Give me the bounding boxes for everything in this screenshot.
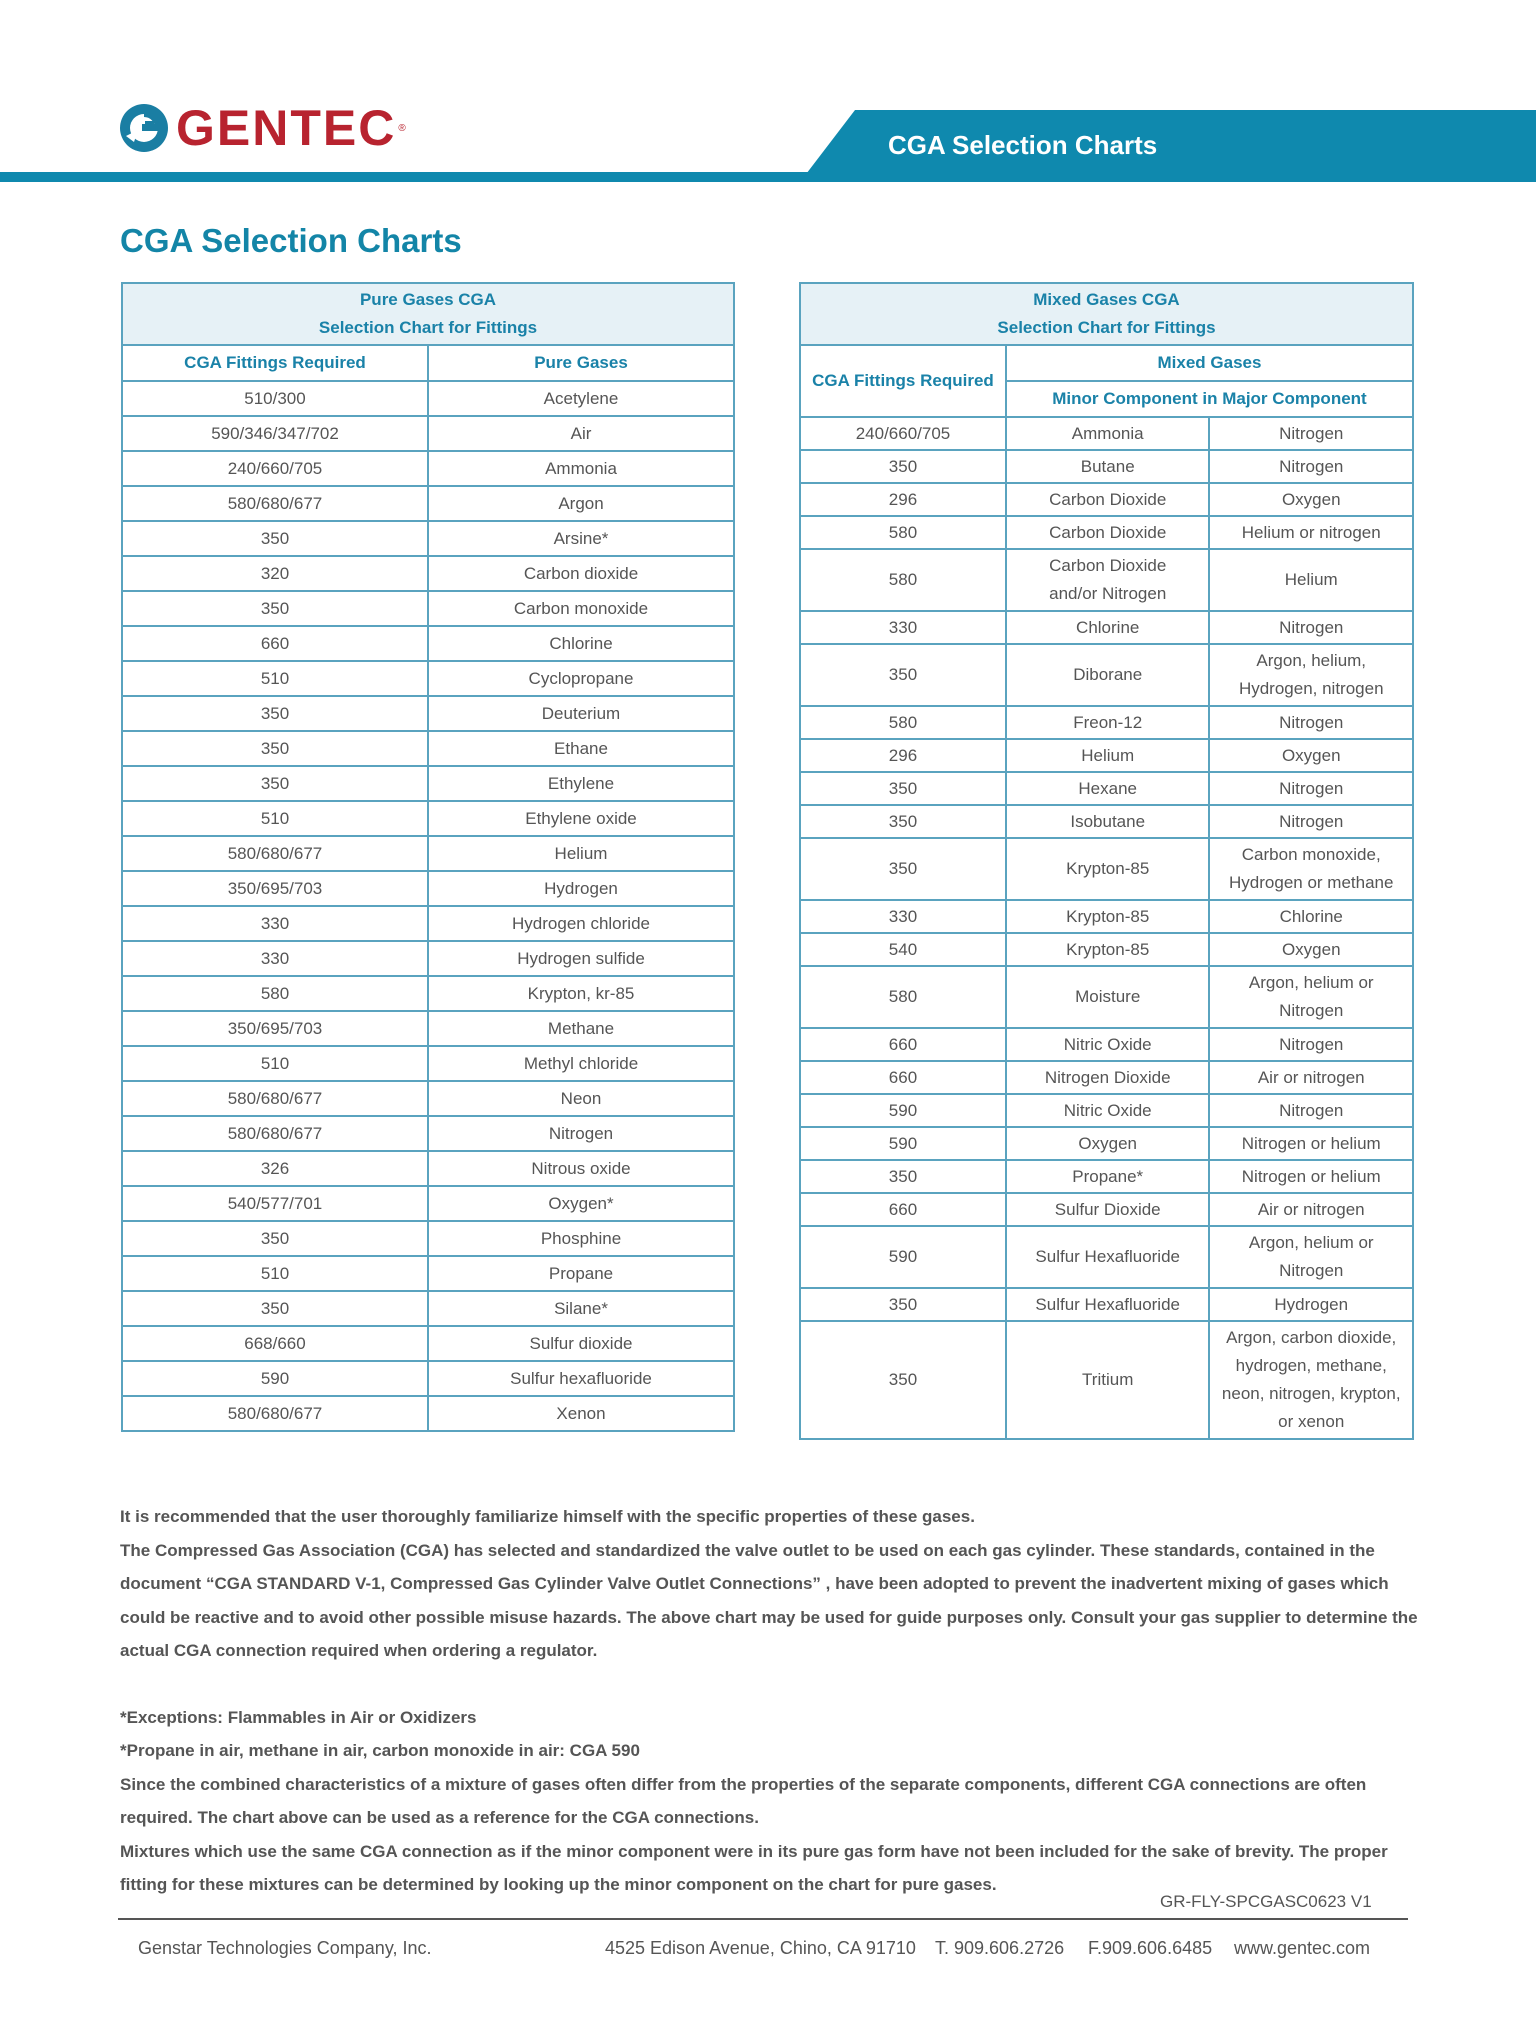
minor-component-cell: Sulfur Hexafluoride (1006, 1288, 1210, 1321)
table-row (800, 1160, 1413, 1193)
pure-gas-cell: Propane (428, 1256, 734, 1291)
minor-component-cell: Nitrogen Dioxide (1006, 1061, 1210, 1094)
table-row (800, 1028, 1413, 1061)
header-band (0, 0, 1536, 190)
pure-gas-cell: Hydrogen sulfide (428, 941, 734, 976)
cga-fitting-cell: 350 (800, 1160, 1006, 1193)
table-row (122, 661, 734, 696)
major-component-cell: Nitrogen (1209, 450, 1413, 483)
pure-gas-cell: Carbon monoxide (428, 591, 734, 626)
page-title: CGA Selection Charts (120, 222, 462, 259)
note-p5: Since the combined characteristics of a mixture of gases often differ from the properties of the separate components, different CGA connections are often required. The chart above can be used as a reference for the CGA connections. (120, 1774, 1367, 1827)
table-row (122, 416, 734, 451)
table-row (800, 1226, 1413, 1288)
table-row (800, 450, 1413, 483)
table-row (122, 976, 734, 1011)
mixed-col-mixed: Mixed Gases (1006, 345, 1413, 381)
mixed-caption-line2: Selection Chart for Fittings (997, 318, 1216, 337)
pure-gas-cell: Krypton, kr-85 (428, 976, 734, 1011)
table-row (122, 1046, 734, 1081)
note-p6: Mixtures which use the same CGA connection as if the minor component were in its pure gas form have not been included for the sake of brevity. The proper fitting for these mixtures can be determined by looking up the minor component on the chart for pure gases. (120, 1841, 1388, 1894)
minor-component-cell: Sulfur Dioxide (1006, 1193, 1210, 1226)
table-row (122, 941, 734, 976)
document-id: GR-FLY-SPCGASC0623 V1 (1160, 1892, 1372, 1911)
major-component-cell: Argon, carbon dioxide, hydrogen, methane, neon, nitrogen, krypton, or xenon (1209, 1321, 1413, 1439)
table-row (800, 1094, 1413, 1127)
table-row (122, 766, 734, 801)
cga-fitting-cell: 350 (122, 1221, 428, 1256)
minor-component-cell: Ammonia (1006, 417, 1210, 450)
major-component-cell: Carbon monoxide, Hydrogen or methane (1209, 838, 1413, 900)
pure-gas-cell: Nitrous oxide (428, 1151, 734, 1186)
table-row (800, 706, 1413, 739)
cga-fitting-cell: 580/680/677 (122, 1396, 428, 1431)
table-row (122, 1291, 734, 1326)
minor-component-cell: Propane* (1006, 1160, 1210, 1193)
table-row (800, 417, 1413, 450)
pure-gas-cell: Cyclopropane (428, 661, 734, 696)
cga-fitting-cell: 590 (800, 1127, 1006, 1160)
pure-table-body (122, 381, 734, 1431)
cga-fitting-cell: 590/346/347/702 (122, 416, 428, 451)
table-row (800, 1288, 1413, 1321)
minor-component-cell: Carbon Dioxide (1006, 483, 1210, 516)
pure-gas-cell: Oxygen* (428, 1186, 734, 1221)
mixed-caption-line1: Mixed Gases CGA (1033, 290, 1180, 309)
minor-component-cell: Freon-12 (1006, 706, 1210, 739)
minor-component-cell: Nitric Oxide (1006, 1094, 1210, 1127)
table-row (122, 626, 734, 661)
table-row (122, 1256, 734, 1291)
major-component-cell: Hydrogen (1209, 1288, 1413, 1321)
pure-gas-cell: Helium (428, 836, 734, 871)
footer-company: Genstar Technologies Company, Inc. (138, 1938, 432, 1958)
table-row (122, 1186, 734, 1221)
cga-fitting-cell: 580 (800, 516, 1006, 549)
cga-fitting-cell: 660 (800, 1028, 1006, 1061)
table-row (800, 644, 1413, 706)
cga-fitting-cell: 350 (122, 521, 428, 556)
table-row (122, 1011, 734, 1046)
minor-component-cell: Krypton-85 (1006, 900, 1210, 933)
table-row (800, 549, 1413, 611)
cga-fitting-cell: 510 (122, 1256, 428, 1291)
pure-gas-cell: Methyl chloride (428, 1046, 734, 1081)
major-component-cell: Air or nitrogen (1209, 1061, 1413, 1094)
pure-table-caption (122, 283, 734, 345)
minor-component-cell: Carbon Dioxide and/or Nitrogen (1006, 549, 1210, 611)
cga-fitting-cell: 320 (122, 556, 428, 591)
minor-component-cell: Tritium (1006, 1321, 1210, 1439)
pure-gas-cell: Argon (428, 486, 734, 521)
pure-gas-cell: Ammonia (428, 451, 734, 486)
table-row (800, 611, 1413, 644)
minor-component-cell: Moisture (1006, 966, 1210, 1028)
cga-fitting-cell: 296 (800, 739, 1006, 772)
major-component-cell: Nitrogen (1209, 805, 1413, 838)
table-row (122, 1326, 734, 1361)
cga-fitting-cell: 660 (800, 1061, 1006, 1094)
table-row (122, 381, 734, 416)
cga-fitting-cell: 510/300 (122, 381, 428, 416)
notes (120, 1500, 1420, 1902)
table-row (800, 1127, 1413, 1160)
pure-col-fittings: CGA Fittings Required (122, 345, 428, 381)
table-row (122, 556, 734, 591)
table-row (800, 805, 1413, 838)
mixed-table-caption (800, 283, 1413, 345)
cga-fitting-cell: 590 (122, 1361, 428, 1396)
table-row (800, 1193, 1413, 1226)
cga-fitting-cell: 540/577/701 (122, 1186, 428, 1221)
minor-component-cell: Oxygen (1006, 1127, 1210, 1160)
footer-rule (118, 1918, 1408, 1920)
header (0, 0, 1536, 190)
footer-address: 4525 Edison Avenue, Chino, CA 91710 (605, 1938, 916, 1958)
major-component-cell: Argon, helium or Nitrogen (1209, 966, 1413, 1028)
mixed-col-fittings: CGA Fittings Required (800, 345, 1006, 417)
table-row (122, 906, 734, 941)
cga-fitting-cell: 668/660 (122, 1326, 428, 1361)
major-component-cell: Nitrogen (1209, 1028, 1413, 1061)
cga-fitting-cell: 350 (122, 731, 428, 766)
cga-fitting-cell: 350 (800, 805, 1006, 838)
cga-fitting-cell: 580 (800, 549, 1006, 611)
table-row (122, 521, 734, 556)
major-component-cell: Helium or nitrogen (1209, 516, 1413, 549)
cga-fitting-cell: 326 (122, 1151, 428, 1186)
table-row (800, 966, 1413, 1028)
major-component-cell: Argon, helium, Hydrogen, nitrogen (1209, 644, 1413, 706)
cga-fitting-cell: 330 (122, 941, 428, 976)
table-row (122, 1361, 734, 1396)
pure-gas-cell: Ethylene oxide (428, 801, 734, 836)
footer-phone: T. 909.606.2726 (935, 1938, 1065, 1958)
pure-gas-cell: Air (428, 416, 734, 451)
cga-fitting-cell: 330 (800, 611, 1006, 644)
table-row (122, 696, 734, 731)
major-component-cell: Nitrogen or helium (1209, 1160, 1413, 1193)
cga-fitting-cell: 330 (122, 906, 428, 941)
pure-gas-cell: Carbon dioxide (428, 556, 734, 591)
pure-gases-table (121, 282, 735, 1432)
table-row (122, 1396, 734, 1431)
table-row (122, 1081, 734, 1116)
note-p2: The Compressed Gas Association (CGA) has selected and standardized the valve outlet to be used on each gas cylinder. These standards, contained in the document “CGA STANDARD V-1, Compressed Gas Cylinder Valve Outlet Connections” , have been adopted to prevent the inadvertent mixing of gases which could be reactive and to avoid other possible misuse hazards. The above chart may be used for guide purposes only. Consult your gas supplier to determine the actual CGA connection required when ordering a regulator. (120, 1540, 1418, 1660)
major-component-cell: Nitrogen (1209, 417, 1413, 450)
cga-fitting-cell: 350 (122, 1291, 428, 1326)
major-component-cell: Oxygen (1209, 933, 1413, 966)
table-row (122, 871, 734, 906)
footer-fax: F.909.606.6485 (1088, 1938, 1213, 1958)
mixed-table-body (800, 417, 1413, 1439)
minor-component-cell: Helium (1006, 739, 1210, 772)
table-row (800, 483, 1413, 516)
cga-fitting-cell: 540 (800, 933, 1006, 966)
table-row (800, 900, 1413, 933)
cga-fitting-cell: 330 (800, 900, 1006, 933)
major-component-cell: Nitrogen (1209, 706, 1413, 739)
table-row (800, 1061, 1413, 1094)
pure-gas-cell: Acetylene (428, 381, 734, 416)
minor-component-cell: Sulfur Hexafluoride (1006, 1226, 1210, 1288)
table-row (122, 591, 734, 626)
note-p1: It is recommended that the user thoroughly familiarize himself with the specific properties of these gases. (120, 1507, 975, 1526)
minor-component-cell: Krypton-85 (1006, 933, 1210, 966)
cga-fitting-cell: 240/660/705 (122, 451, 428, 486)
header-band-title: CGA Selection Charts (888, 130, 1158, 160)
pure-gas-cell: Ethylene (428, 766, 734, 801)
major-component-cell: Nitrogen (1209, 611, 1413, 644)
cga-fitting-cell: 580/680/677 (122, 1116, 428, 1151)
table-row (800, 838, 1413, 900)
table-row (122, 836, 734, 871)
minor-component-cell: Chlorine (1006, 611, 1210, 644)
cga-fitting-cell: 580/680/677 (122, 486, 428, 521)
cga-fitting-cell: 240/660/705 (800, 417, 1006, 450)
table-row (122, 801, 734, 836)
pure-gas-cell: Sulfur hexafluoride (428, 1361, 734, 1396)
pure-gas-cell: Methane (428, 1011, 734, 1046)
table-row (122, 1151, 734, 1186)
cga-fitting-cell: 350 (800, 1321, 1006, 1439)
pure-gas-cell: Sulfur dioxide (428, 1326, 734, 1361)
pure-caption-line2: Selection Chart for Fittings (318, 318, 538, 337)
major-component-cell: Nitrogen (1209, 1094, 1413, 1127)
pure-gas-cell: Chlorine (428, 626, 734, 661)
cga-fitting-cell: 590 (800, 1094, 1006, 1127)
cga-fitting-cell: 510 (122, 801, 428, 836)
pure-gas-cell: Ethane (428, 731, 734, 766)
minor-component-cell: Isobutane (1006, 805, 1210, 838)
pure-gas-cell: Neon (428, 1081, 734, 1116)
cga-fitting-cell: 580/680/677 (122, 836, 428, 871)
cga-fitting-cell: 350 (122, 766, 428, 801)
cga-fitting-cell: 350/695/703 (122, 1011, 428, 1046)
pure-caption-line1: Pure Gases CGA (359, 290, 497, 309)
table-row (122, 731, 734, 766)
pure-gas-cell: Silane* (428, 1291, 734, 1326)
pure-col-gases: Pure Gases (428, 345, 734, 381)
cga-fitting-cell: 580 (122, 976, 428, 1011)
cga-fitting-cell: 580/680/677 (122, 1081, 428, 1116)
major-component-cell: Air or nitrogen (1209, 1193, 1413, 1226)
gentec-logo-icon (118, 102, 170, 154)
major-component-cell: Oxygen (1209, 739, 1413, 772)
note-p3: *Exceptions: Flammables in Air or Oxidizers (120, 1707, 477, 1727)
cga-fitting-cell: 590 (800, 1226, 1006, 1288)
table-row (800, 739, 1413, 772)
footer-website[interactable]: www.gentec.com (1234, 1938, 1371, 1958)
pure-gas-cell: Xenon (428, 1396, 734, 1431)
cga-fitting-cell: 350 (800, 644, 1006, 706)
cga-fitting-cell: 350 (122, 591, 428, 626)
table-row (800, 516, 1413, 549)
cga-fitting-cell: 580 (800, 966, 1006, 1028)
table-row (122, 486, 734, 521)
cga-fitting-cell: 350 (800, 838, 1006, 900)
cga-fitting-cell: 296 (800, 483, 1006, 516)
cga-fitting-cell: 350/695/703 (122, 871, 428, 906)
major-component-cell: Nitrogen (1209, 772, 1413, 805)
cga-fitting-cell: 350 (800, 1288, 1006, 1321)
cga-fitting-cell: 350 (122, 696, 428, 731)
pure-gas-cell: Nitrogen (428, 1116, 734, 1151)
mixed-gases-table (799, 282, 1414, 1440)
cga-fitting-cell: 350 (800, 450, 1006, 483)
cga-fitting-cell: 350 (800, 772, 1006, 805)
table-row (122, 1221, 734, 1256)
cga-fitting-cell: 510 (122, 1046, 428, 1081)
note-p4: *Propane in air, methane in air, carbon monoxide in air: CGA 590 (120, 1741, 640, 1760)
minor-component-cell: Hexane (1006, 772, 1210, 805)
table-row (800, 772, 1413, 805)
minor-component-cell: Nitric Oxide (1006, 1028, 1210, 1061)
table-row (800, 1321, 1413, 1439)
brand-reg: ® (398, 122, 406, 134)
table-row (122, 451, 734, 486)
pure-gas-cell: Hydrogen chloride (428, 906, 734, 941)
pure-gas-cell: Hydrogen (428, 871, 734, 906)
pure-gas-cell: Phosphine (428, 1221, 734, 1256)
cga-fitting-cell: 660 (122, 626, 428, 661)
cga-fitting-cell: 580 (800, 706, 1006, 739)
major-component-cell: Helium (1209, 549, 1413, 611)
pure-gas-cell: Deuterium (428, 696, 734, 731)
minor-component-cell: Krypton-85 (1006, 838, 1210, 900)
major-component-cell: Argon, helium or Nitrogen (1209, 1226, 1413, 1288)
major-component-cell: Chlorine (1209, 900, 1413, 933)
minor-component-cell: Diborane (1006, 644, 1210, 706)
major-component-cell: Nitrogen or helium (1209, 1127, 1413, 1160)
gentec-logo (118, 102, 406, 154)
cga-fitting-cell: 660 (800, 1193, 1006, 1226)
minor-component-cell: Butane (1006, 450, 1210, 483)
cga-fitting-cell: 510 (122, 661, 428, 696)
table-row (122, 1116, 734, 1151)
mixed-col-sub: Minor Component in Major Component (1006, 381, 1413, 417)
brand-name: GENTEC (176, 100, 397, 156)
major-component-cell: Oxygen (1209, 483, 1413, 516)
table-row (800, 933, 1413, 966)
pure-gas-cell: Arsine* (428, 521, 734, 556)
minor-component-cell: Carbon Dioxide (1006, 516, 1210, 549)
